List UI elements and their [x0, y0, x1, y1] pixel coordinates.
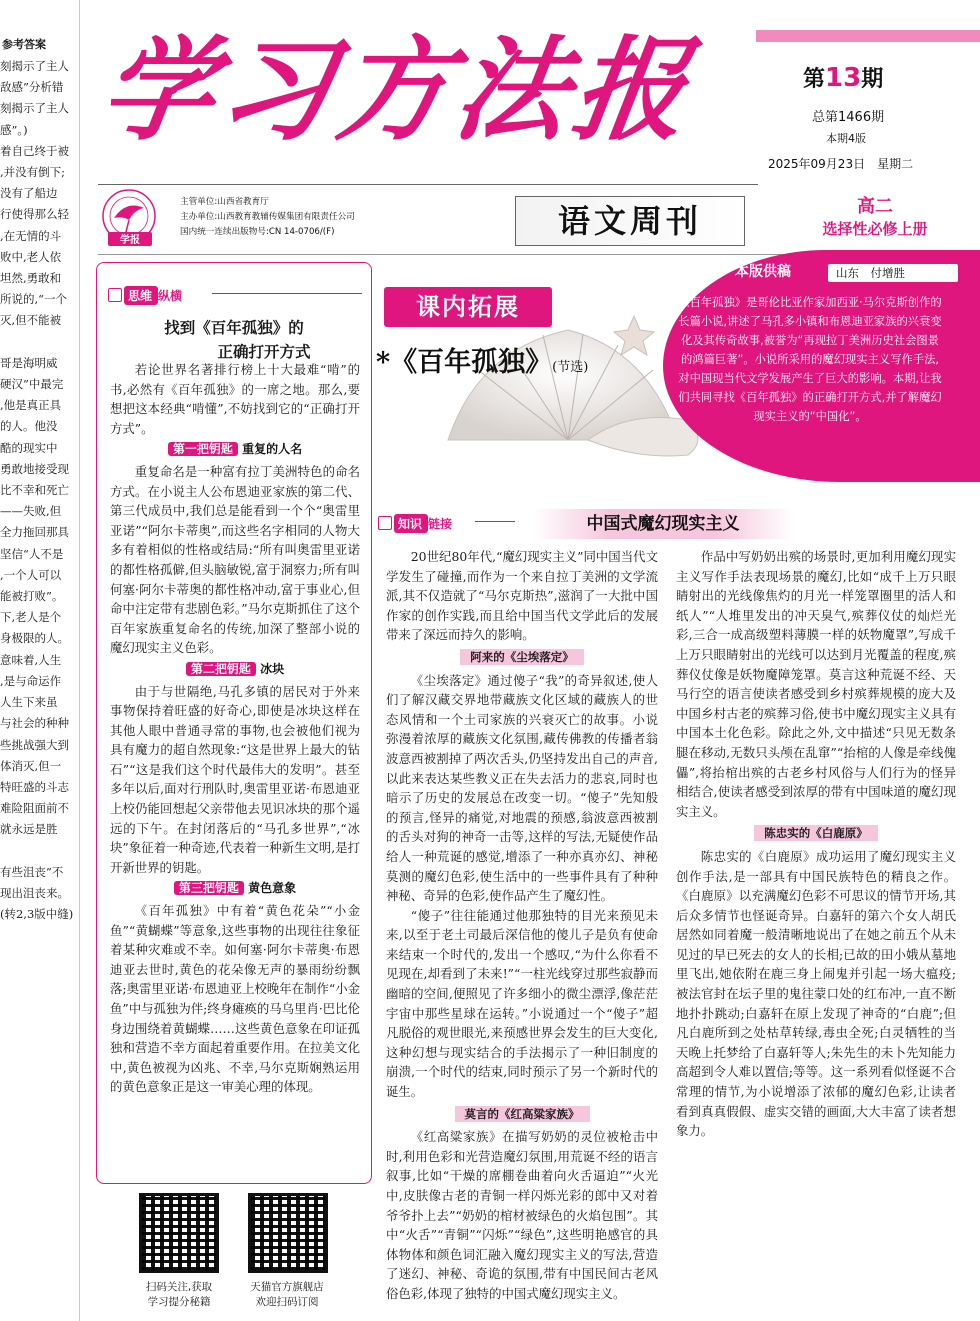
strip-line: 就永远是胜	[0, 822, 58, 837]
divider	[475, 521, 515, 522]
strip-line: 坚信“人不是	[0, 546, 64, 561]
qr-caption: 扫码关注,获取 学习提分秘籍	[145, 1281, 213, 1308]
section-tag-thinking: 思维 纵横	[108, 285, 182, 305]
issue-number: 第13期	[803, 63, 884, 93]
strip-line: ,一个人可以	[0, 567, 62, 582]
issue-num-value: 13	[825, 63, 862, 93]
grade: 高二	[857, 196, 893, 217]
divider	[212, 293, 362, 294]
strip-line: 所说的,“一个	[0, 292, 68, 307]
feature-book-title: *《百年孤独》(节选)	[376, 347, 589, 378]
svg-text:学报: 学报	[120, 235, 140, 246]
strip-line: ,并没有倒下;	[0, 165, 66, 180]
knowledge-body-right	[676, 547, 956, 1141]
paragraph: 20世纪80年代,“魔幻现实主义”同中国当代文学发生了碰撞,而作为一个来自拉丁美洲的文学流派,其不仅造就了“马尔克斯热”,滋润了一大批中国作家的创作实践,而且给中国当代文学此后的发展带来了深远而持久的影响。	[386, 549, 658, 643]
subheading: 陈忠实的《白鹿原》	[676, 824, 956, 844]
divider	[98, 184, 758, 185]
subheading: 阿来的《尘埃落定》	[386, 648, 658, 668]
section-tag-knowledge: 知识 链接	[378, 513, 452, 533]
key-heading-2: 第二把钥匙 冰块	[110, 660, 360, 680]
strip-line: ,在无情的斗	[0, 228, 62, 243]
paragraph: “傻子”往往能通过他那独特的目光来预见未来,以至于老土司最后深信他的傻儿子是负有使命来结束一个时代的,发出一个感叹,“为什么你看不见现在,却看到了未来!”“一柱光线穿过那些寂静而幽暗的空间,便照见了许多细小的微尘漂浮,像茫茫宇宙中那些星球在运转。”小说通过一个“傻子”超凡脱俗的观世眼光,来预感世界会发生的巨大变化,这种幻想与现实结合的手法揭示了一种旧制度的崩溃,一个时代的结束,同时预示了另一个新时代的诞生。	[386, 907, 658, 1100]
summary-text: 《百年孤独》是哥伦比亚作家加西亚·马尔克斯创作的长篇小说,讲述了马孔多小镇和布恩迪亚家族的兴衰变化及其传奇故事,被誉为“再现拉丁美洲历史社会图景的鸿篇巨著”。小说所采用的魔幻现实主义写作手法,对中国现当代文学发展产生了巨大的影响。本期,让我们共同寻找《百年孤独》的正确打开方式,并了解魔幻现实主义的“中国化”。	[678, 296, 942, 423]
grade-label	[770, 196, 980, 240]
page-count: 本期4版	[826, 132, 866, 145]
strip-line: ,他是真正具	[0, 398, 62, 413]
paragraph: 由于与世隔绝,马孔多镇的居民对于外来事物保持着旺盛的好奇心,即使是冰块这样在其他人眼中普通寻常的事物,也会被他们视为具有魔力的超自然现象:“这是世界上最大的钻石”“这是我们这个时代最伟大的发明”。甚至多年以后,面对行刑队时,奥雷里亚诺·布恩迪亚上校仍能回想起父亲带他去见识冰块的那个遥远的下午。在封闭落后的“马孔多世界”,“冰块”象征着一种奇迹,代表着一种新生文明,是打开新世界的钥匙。	[110, 683, 360, 875]
strip-lines	[0, 56, 79, 925]
paragraph: 《红高粱家族》在描写奶奶的灵位被枪击中时,利用色彩和光营造魔幻氛围,用荒诞不经的语言叙事,比如“干燥的席棚卷曲着向火舌逼迫”“火光中,皮肤像古老的青铜一样闪烁光彩的郎中又对着爷爷扑上去”“奶奶的棺材被绿色的火焰包围”。其中“火舌”“青铜”“闪烁”“绿色”,这些明艳感官的具体物体和颜色词汇融入魔幻现实主义的写法,营造了迷幻、神秘、奇诡的氛围,带有中国民间古老风俗色彩,体现了独特的中国式魔幻现实主义。	[386, 1129, 658, 1301]
knowledge-body-left	[386, 547, 658, 1304]
weekly-section-label: 语文周刊	[515, 196, 745, 246]
paper-logo	[96, 186, 162, 252]
publisher-info	[180, 195, 355, 240]
left-article-body	[110, 360, 360, 1097]
strip-line: 意味着,人生	[0, 652, 62, 667]
strip-line: 身极限的人。	[0, 631, 69, 646]
strip-line: 感”。)	[0, 122, 28, 137]
publisher-line: 国内统一连续出版物号:CN 14-0706/(F)	[180, 227, 335, 237]
strip-line: 着自己终于被	[0, 143, 69, 158]
feature-banner: 课内拓展	[384, 287, 552, 327]
strip-line: 勇敢地接受现	[0, 461, 69, 476]
strip-line: 的人。他没	[0, 419, 58, 434]
strip-line: 现出沮丧来。	[0, 885, 69, 900]
strip-line: 与社会的种种	[0, 716, 69, 731]
strip-line: 没有了船边	[0, 186, 58, 201]
publisher-line: 主管单位:山西省教育厅	[180, 197, 269, 207]
contributor-author: 山东 付增胜	[828, 264, 958, 282]
book-icon	[378, 516, 392, 530]
strip-line: 败中,老人依	[0, 249, 62, 264]
publish-date: 2025年09月23日 星期二	[768, 157, 914, 171]
book-icon	[108, 288, 122, 302]
paragraph: 作品中写奶奶出殡的场景时,更加利用魔幻现实主义写作手法表现场景的魔幻,比如“成千上万只眼睛射出的光线像焦灼的月光一样笼罩圈里的活人和纸人”“人堆里发出的冲天臭气,殡葬仪仗的灿烂光彩,三合一成高级塑料薄膜一样的妖物魔罩”,写成千上万只眼睛射出的光线可以达到月光覆盖的程度,殡葬仪仗像是妖物魔障笼罩。莫言这种荒诞不经、天马行空的语言使读者感受到乡村殡葬规模的庞大及中国乡村古老的殡葬习俗,使书中魔幻现实主义具有中国本土化色彩。除此之外,文中描述“只见无数条腿在移动,无数只头颅在乱窜”“抬棺的人像是牵线傀儡”,将抬棺出殡的古老乡村风俗与人们行为的怪异相结合,使读者感受到浓厚的带有中国味道的魔幻现实主义。	[676, 549, 956, 819]
strip-line: 坦然,勇敢和	[0, 271, 62, 286]
article-title: 找到《百年孤独》的 正确打开方式	[164, 319, 311, 361]
contributor-label: 本版供稿	[735, 264, 791, 280]
strip-line: 有些沮丧”不	[0, 864, 64, 879]
strip-line: ,是与命运作	[0, 673, 62, 688]
paragraph: 《尘埃落定》通过傻子“我”的奇异叙述,使人们了解汉藏交界地带藏族文化区域的藏族人的世态风情和一个土司家族的兴衰灭亡的故事。小说弥漫着浓厚的藏族文化氛围,藏传佛教的传播者翁波意西被割掉了两次舌头,仍坚持发出自己的声音,以此来表达某些教义正在失去活力的悲哀,同时也暗示了历史的发展总在改变一切。“傻子”先知般的预言,怪异的痛觉,对地震的预感,翁波意西被割的舌头对狗的神奇一击等,这样的写法,无疑使作品给人一种荒诞的感觉,增添了一种亦真亦幻、神秘莫测的魔幻色彩,使生活中的一些事件具有了种种神秘、奇异的色彩,使作品产生了魔幻性。	[386, 672, 658, 904]
strip-line: 行使得那么轻	[0, 207, 69, 222]
strip-line: 全力拖回那具	[0, 525, 69, 540]
volume: 选择性必修上册	[822, 220, 928, 238]
strip-line: 刻揭示了主人	[0, 59, 69, 73]
total-issue: 总第1466期	[812, 110, 885, 125]
strip-line: 人生下来虽	[0, 695, 58, 710]
paragraph: 《百年孤独》中有着“黄色花朵”“小金鱼”“黄蝴蝶”等意象,这些事物的出现往往象征着某种灾难或不幸。如何塞·阿尔卡蒂奥·布恩迪亚去世时,黄色的花朵像无声的暴雨纷纷飘落;奥雷里亚诺·布恩迪亚上校晚年在制作“小金鱼”中与孤独为伴;终身瘫痪的马乌里肖·巴比伦身边围绕着黄蝴蝶……这些黄色意象在印证孤独和营造不幸方面起着重要作用。在拉美文化中,黄色被视为凶兆、不幸,马尔克斯娴熟运用的黄色意象正是这一审美心理的体现。	[110, 903, 360, 1095]
strip-line: 敌感”分析错	[0, 80, 64, 95]
key-heading-1: 第一把钥匙 重复的人名	[110, 440, 360, 460]
strip-line: 难险阻面前不	[0, 801, 69, 816]
pink-accent-bar	[756, 30, 980, 42]
strip-line: 能被打败”。	[0, 589, 64, 604]
paragraph: 若论世界名著排行榜上十大最难“啃”的书,必然有《百年孤独》的一席之地。那么,要想把这本经典“啃懂”,不妨找到它的“正确打开方式”。	[110, 362, 360, 436]
answers-header: 参考答案	[2, 38, 46, 51]
qr-code-follow[interactable]	[139, 1193, 219, 1273]
qr-code-store[interactable]	[248, 1193, 328, 1273]
strip-line: (转2,3版中缝)	[0, 907, 74, 922]
newspaper-title: 学习方法报	[92, 25, 702, 156]
strip-line: ——失败,但	[0, 504, 62, 519]
strip-line: 酷的现实中	[0, 440, 58, 455]
knowledge-title: 中国式魔幻现实主义	[533, 509, 793, 539]
crane-logo-icon	[96, 186, 162, 252]
qr-caption: 天猫官方旗舰店 欢迎扫码订阅	[250, 1281, 324, 1308]
paragraph: 重复命名是一种富有拉丁美洲特色的命名方式。在小说主人公布恩迪亚家族的第二代、第三代成员中,我们总是能看到一个个“奥雷里亚诺”“阿尔卡蒂奥”,而这些名字相同的人物大多有着相似的性格或结局:“所有叫奥雷里亚诺的都性格孤僻,但头脑敏锐,富于洞察力;所有叫何塞·阿尔卡蒂奥的都性格冲动,富于事业心,但命中注定带有悲剧色彩。”马尔克斯抓住了这个百年家族重复命名的传统,加深了整部小说的魔幻现实主义色彩。	[110, 463, 360, 656]
strip-line: 硬汉”中最完	[0, 377, 64, 392]
strip-line	[0, 841, 79, 862]
subheading: 莫言的《红高粱家族》	[386, 1105, 658, 1125]
paragraph: 陈忠实的《白鹿原》成功运用了魔幻现实主义创作手法,是一部具有中国民族特色的精良之作。《白鹿原》以充满魔幻色彩不可思议的情节开场,其后众多情节也怪诞奇异。白嘉轩的第六个女人胡氏居然如同着魔一般清晰地说出了在她之前五个从未见过的早已死去的女人的长相;已故的田小娥从墓地里飞出,她依附在鹿三身上闹鬼并引起一场大瘟疫;被法官封在坛子里的鬼往蒙口处的红布冲,一直不断地扑扑跳动;白嘉轩在原上发现了神奇的“白鹿”;但凡白鹿所到之处枯草转绿,毒虫全死;白灵牺牲的当天晚上托梦给了白嘉轩等人;朱先生的未卜先知能力高超到令人难以置信;等等。这一系列看似怪诞不合常理的情节,为小说增添了浓郁的魔幻色彩,让读者看到真真假假、虚实交错的画面,大大丰富了读者想象力。	[676, 848, 956, 1139]
adjacent-page-strip	[0, 0, 80, 1321]
key-heading-3: 第三把钥匙 黄色意象	[110, 879, 360, 899]
strip-line: 体消灭,但一	[0, 758, 62, 773]
strip-line: 灭,但不能被	[0, 313, 62, 328]
strip-line: 刻揭示了主人	[0, 101, 69, 116]
strip-line: 特旺盛的斗志	[0, 779, 69, 794]
strip-line: 哥是海明威	[0, 355, 58, 370]
strip-line: 下,老人是个	[0, 610, 62, 625]
strip-line: 比不幸和死亡	[0, 483, 69, 498]
strip-line: 些挑战强大到	[0, 737, 69, 752]
publisher-line: 主办单位:山西教育教辅传媒集团有限责任公司	[180, 212, 355, 222]
strip-line	[0, 332, 79, 353]
